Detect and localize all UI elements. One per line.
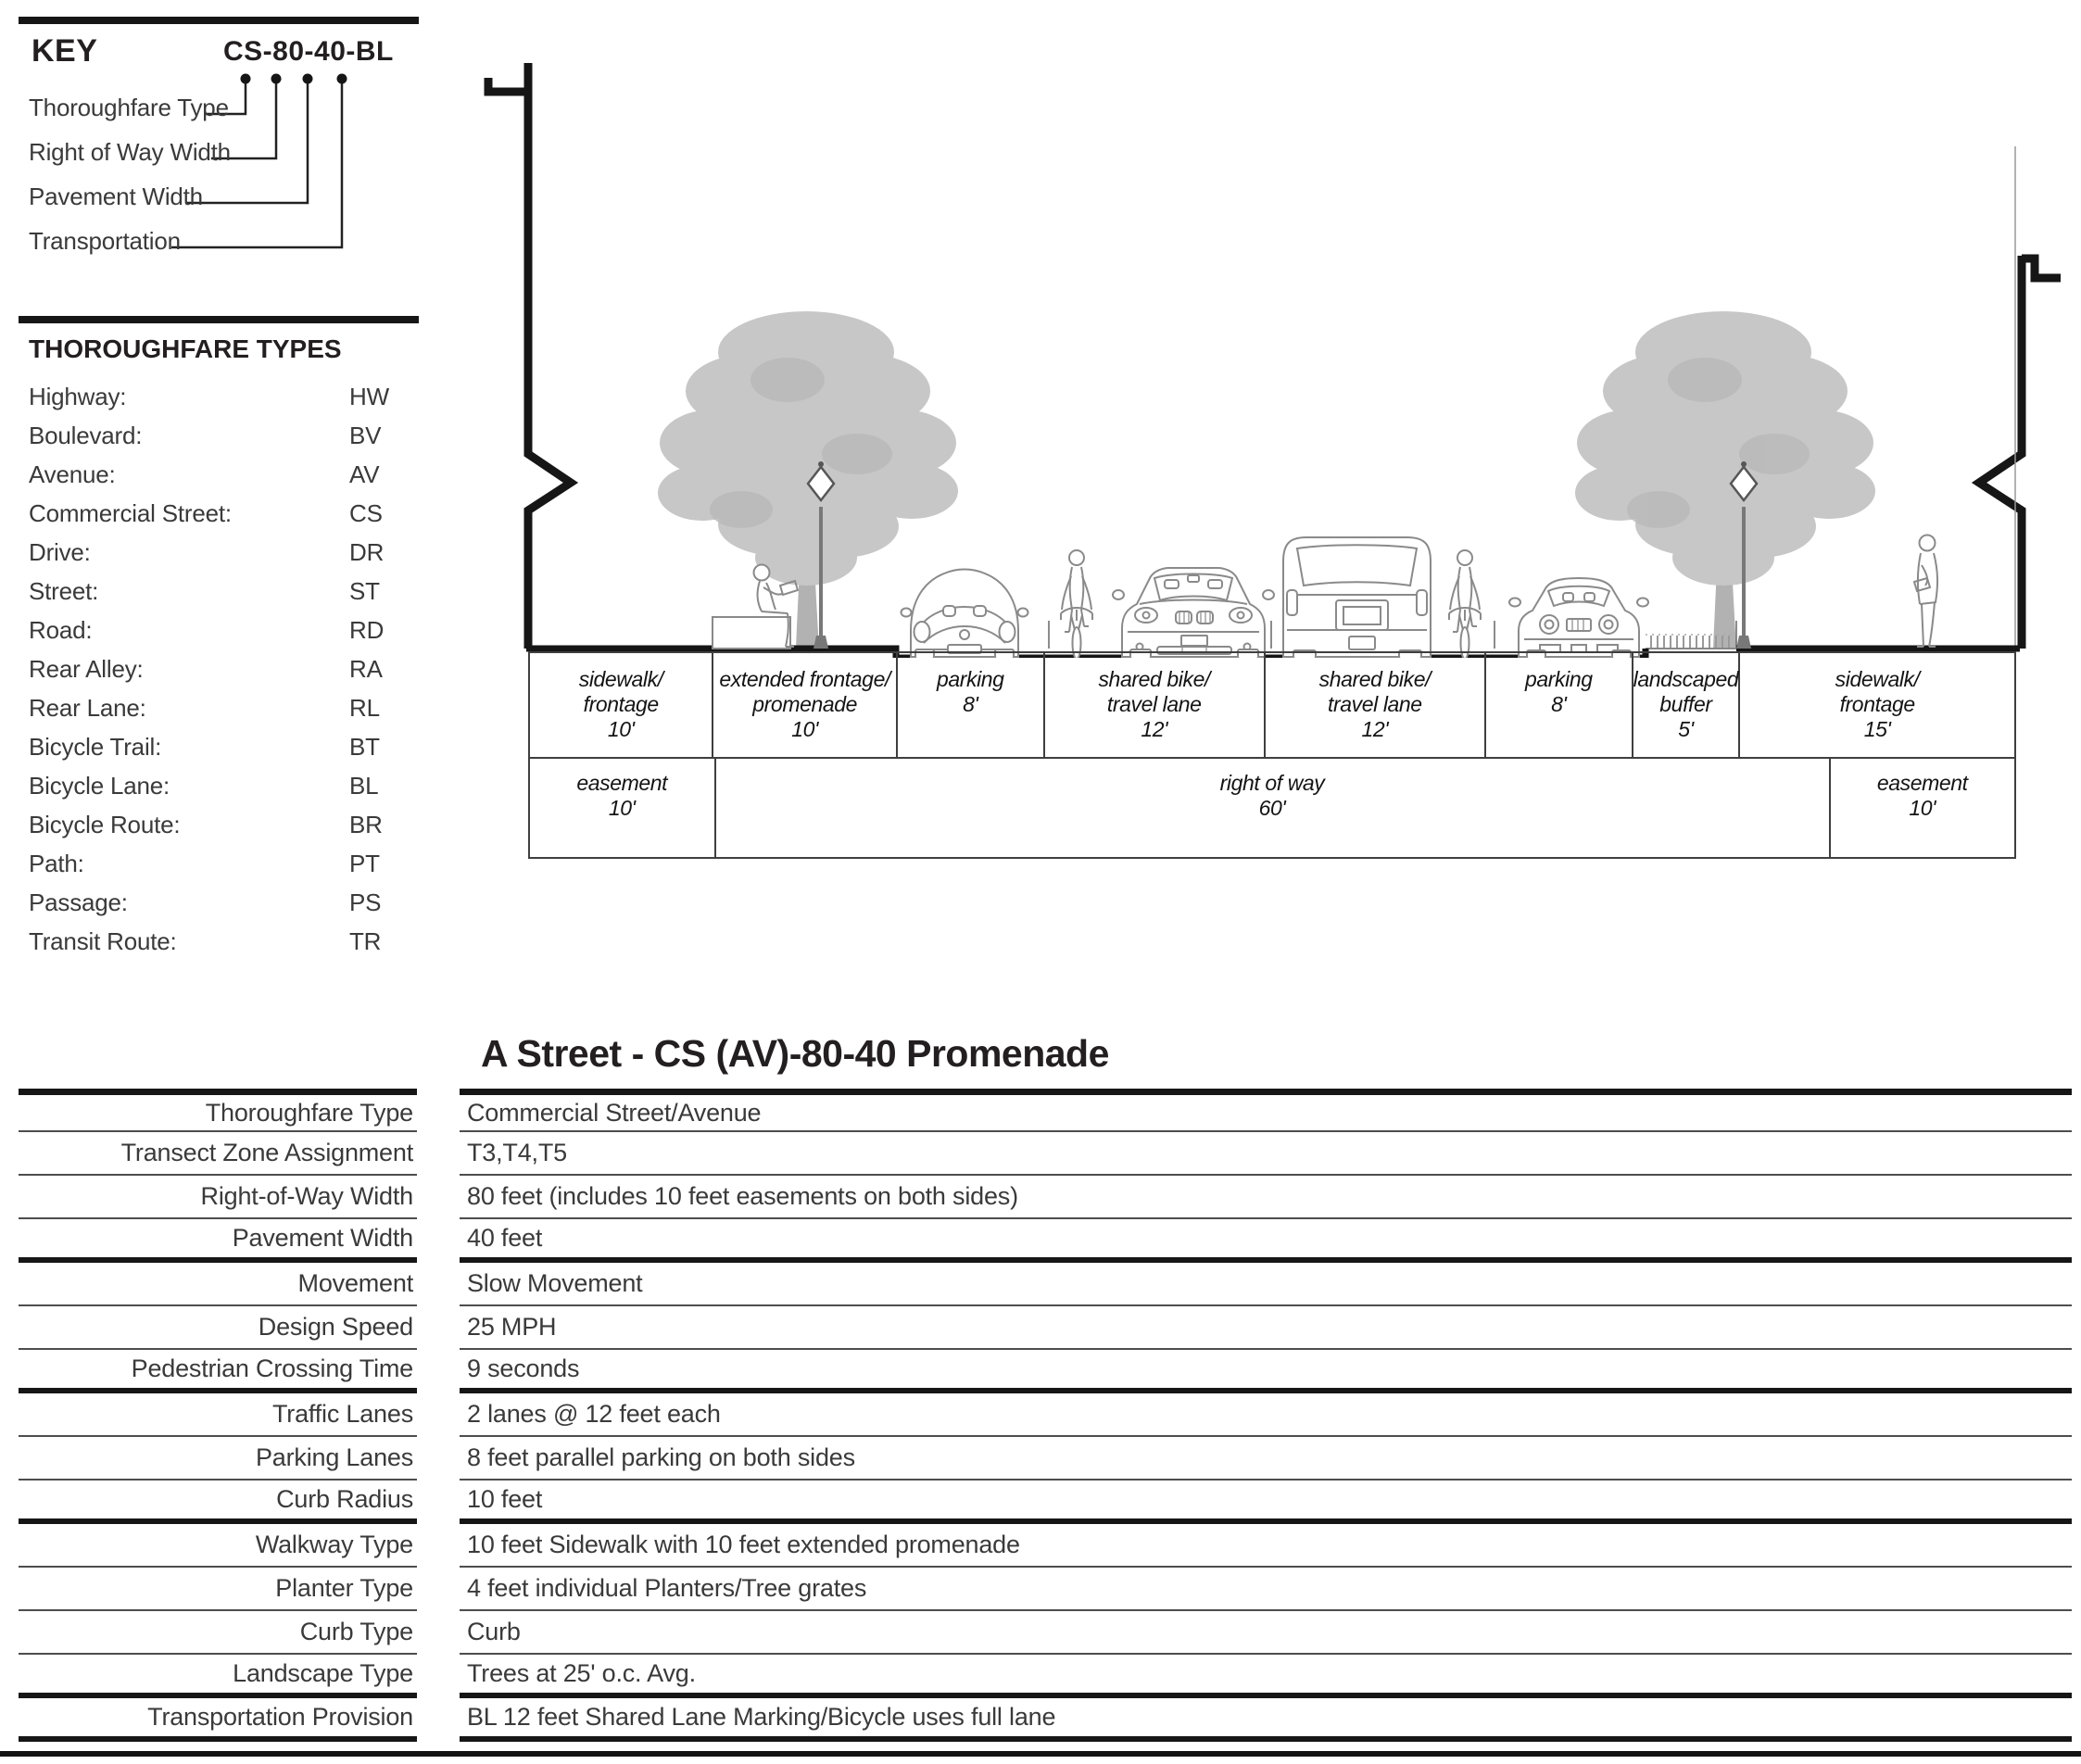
thoroughfare-type-code: BT bbox=[349, 733, 380, 761]
street-tree-icon bbox=[658, 311, 958, 649]
thoroughfare-type-name: Rear Alley: bbox=[29, 655, 144, 683]
key-entry-label: Right of Way Width bbox=[29, 138, 231, 166]
thoroughfare-type-name: Transit Route: bbox=[29, 927, 177, 955]
thoroughfare-type-code: RD bbox=[349, 616, 385, 644]
thoroughfare-type-name: Street: bbox=[29, 577, 99, 605]
thoroughfare-type-list bbox=[19, 383, 419, 966]
spec-row-label: Transportation Provision bbox=[19, 1698, 417, 1742]
zone-cell: right of way 60' bbox=[716, 759, 1831, 859]
lane-cell: sidewalk/ frontage 10' bbox=[530, 653, 713, 759]
thoroughfare-type-code: TR bbox=[349, 927, 382, 955]
spec-row-value: 2 lanes @ 12 feet each bbox=[460, 1393, 2072, 1437]
suv-icon bbox=[1283, 537, 1431, 658]
thoroughfare-type-code: PT bbox=[349, 850, 380, 877]
spec-row-label: Movement bbox=[19, 1263, 417, 1306]
thoroughfare-type-row bbox=[19, 811, 419, 850]
thoroughfare-type-row bbox=[19, 888, 419, 927]
spec-row-label: Pedestrian Crossing Time bbox=[19, 1350, 417, 1393]
thoroughfare-type-row bbox=[19, 733, 419, 772]
lane-cell: shared bike/ travel lane 12' bbox=[1266, 653, 1486, 759]
spec-row-label: Design Speed bbox=[19, 1306, 417, 1350]
page-title: A Street - CS (AV)-80-40 Promenade bbox=[481, 1032, 1109, 1075]
thoroughfare-types-block bbox=[19, 316, 419, 966]
spec-row bbox=[19, 1263, 2072, 1306]
thoroughfare-type-name: Bicycle Lane: bbox=[29, 772, 170, 800]
spec-row-value: Curb bbox=[460, 1611, 2072, 1655]
key-code: CS-80-40-BL bbox=[223, 36, 394, 67]
thoroughfare-type-row bbox=[19, 460, 419, 499]
lane-cell: parking 8' bbox=[1486, 653, 1633, 759]
spec-row-value: Commercial Street/Avenue bbox=[460, 1089, 2072, 1132]
spec-row bbox=[19, 1611, 2072, 1655]
spec-row-value: 8 feet parallel parking on both sides bbox=[460, 1437, 2072, 1480]
zone-dimension-row bbox=[528, 759, 2016, 859]
thoroughfare-type-row bbox=[19, 422, 419, 460]
spec-row-value: 9 seconds bbox=[460, 1350, 2072, 1393]
thoroughfare-type-name: Drive: bbox=[29, 538, 91, 566]
spec-row-label: Planter Type bbox=[19, 1568, 417, 1611]
lane-cell: parking 8' bbox=[898, 653, 1045, 759]
page-bottom-rule bbox=[0, 1751, 2081, 1757]
spec-row-value: Trees at 25' o.c. Avg. bbox=[460, 1655, 2072, 1698]
thoroughfare-type-name: Boulevard: bbox=[29, 422, 143, 449]
car-icon bbox=[1509, 578, 1648, 658]
thoroughfare-type-code: RA bbox=[349, 655, 383, 683]
spec-row bbox=[19, 1393, 2072, 1437]
thoroughfare-type-name: Highway: bbox=[29, 383, 127, 410]
thoroughfare-type-name: Road: bbox=[29, 616, 93, 644]
spec-row bbox=[19, 1655, 2072, 1698]
thoroughfare-type-row bbox=[19, 850, 419, 888]
spec-row-value: 10 feet Sidewalk with 10 feet extended promenade bbox=[460, 1524, 2072, 1568]
thoroughfare-type-name: Rear Lane: bbox=[29, 694, 146, 722]
zone-cell: easement 10' bbox=[1831, 759, 2017, 859]
zone-cell: easement 10' bbox=[530, 759, 716, 859]
spec-row-label: Thoroughfare Type bbox=[19, 1089, 417, 1132]
thoroughfare-type-name: Commercial Street: bbox=[29, 499, 232, 527]
spec-row-label: Traffic Lanes bbox=[19, 1393, 417, 1437]
key-entry-label: Pavement Width bbox=[29, 183, 203, 210]
thoroughfare-type-row bbox=[19, 694, 419, 733]
thoroughfare-type-name: Bicycle Route: bbox=[29, 811, 181, 838]
spec-table bbox=[19, 1089, 2072, 1742]
spec-row bbox=[19, 1524, 2072, 1568]
thoroughfare-type-row bbox=[19, 577, 419, 616]
lane-dimension-table bbox=[528, 651, 2016, 859]
spec-row bbox=[19, 1176, 2072, 1219]
key-heading: KEY bbox=[32, 33, 98, 69]
spec-row-label: Landscape Type bbox=[19, 1655, 417, 1698]
thoroughfare-type-code: CS bbox=[349, 499, 383, 527]
car-icon bbox=[1113, 568, 1274, 658]
lane-cell: landscaped buffer 5' bbox=[1633, 653, 1741, 759]
spec-row-label: Curb Type bbox=[19, 1611, 417, 1655]
spec-row-value: T3,T4,T5 bbox=[460, 1132, 2072, 1176]
spec-row-label: Pavement Width bbox=[19, 1219, 417, 1263]
key-entry-label: Thoroughfare Type bbox=[29, 94, 229, 121]
spec-row bbox=[19, 1089, 2072, 1132]
lane-cell: sidewalk/ frontage 15' bbox=[1740, 653, 2016, 759]
thoroughfare-type-code: BR bbox=[349, 811, 383, 838]
car-icon bbox=[902, 570, 1028, 659]
spec-row-value: 4 feet individual Planters/Tree grates bbox=[460, 1568, 2072, 1611]
spec-row-value: BL 12 feet Shared Lane Marking/Bicycle uses full lane bbox=[460, 1698, 2072, 1742]
lane-cell: shared bike/ travel lane 12' bbox=[1045, 653, 1266, 759]
thoroughfare-type-code: BL bbox=[349, 772, 379, 800]
divider bbox=[19, 316, 419, 323]
lane-cell: extended frontage/ promenade 10' bbox=[713, 653, 897, 759]
thoroughfare-type-code: RL bbox=[349, 694, 380, 722]
spec-row-value: 10 feet bbox=[460, 1480, 2072, 1524]
thoroughfare-type-code: DR bbox=[349, 538, 385, 566]
thoroughfare-type-name: Path: bbox=[29, 850, 84, 877]
thoroughfare-type-code: BV bbox=[349, 422, 382, 449]
spec-row bbox=[19, 1437, 2072, 1480]
spec-row-label: Curb Radius bbox=[19, 1480, 417, 1524]
spec-row bbox=[19, 1480, 2072, 1524]
spec-row-value: 40 feet bbox=[460, 1219, 2072, 1263]
landscaped-buffer-hatch bbox=[1646, 635, 1736, 649]
spec-row bbox=[19, 1350, 2072, 1393]
cyclist-icon bbox=[1449, 550, 1481, 658]
street-tree-icon bbox=[1575, 311, 1875, 649]
spec-row-label: Transect Zone Assignment bbox=[19, 1132, 417, 1176]
spec-row-value: 80 feet (includes 10 feet easements on both sides) bbox=[460, 1176, 2072, 1219]
lane-dimension-row bbox=[528, 651, 2016, 759]
spec-row bbox=[19, 1306, 2072, 1350]
thoroughfare-type-name: Bicycle Trail: bbox=[29, 733, 162, 761]
spec-row bbox=[19, 1568, 2072, 1611]
spec-row-value: 25 MPH bbox=[460, 1306, 2072, 1350]
left-building-wall bbox=[488, 63, 571, 649]
thoroughfare-type-row bbox=[19, 655, 419, 694]
cyclist-icon bbox=[1061, 550, 1092, 658]
spec-row bbox=[19, 1698, 2072, 1742]
right-building-wall bbox=[1979, 256, 2061, 649]
key-entry-label: Transportation bbox=[29, 227, 181, 255]
thoroughfare-types-heading: THOROUGHFARE TYPES bbox=[29, 334, 342, 363]
spec-row-label: Right-of-Way Width bbox=[19, 1176, 417, 1219]
thoroughfare-type-row bbox=[19, 772, 419, 811]
thoroughfare-type-row bbox=[19, 616, 419, 655]
spec-row-value: Slow Movement bbox=[460, 1263, 2072, 1306]
street-cross-section-figure bbox=[435, 28, 2081, 658]
spec-row-label: Walkway Type bbox=[19, 1524, 417, 1568]
thoroughfare-type-name: Passage: bbox=[29, 888, 128, 916]
bench-icon bbox=[713, 617, 790, 649]
spec-row bbox=[19, 1219, 2072, 1263]
thoroughfare-type-code: PS bbox=[349, 888, 382, 916]
spec-row-label: Parking Lanes bbox=[19, 1437, 417, 1480]
thoroughfare-type-name: Avenue: bbox=[29, 460, 116, 488]
thoroughfare-type-row bbox=[19, 383, 419, 422]
thoroughfare-type-row bbox=[19, 499, 419, 538]
spec-row bbox=[19, 1132, 2072, 1176]
thoroughfare-type-code: HW bbox=[349, 383, 389, 410]
thoroughfare-type-code: ST bbox=[349, 577, 380, 605]
thoroughfare-type-row bbox=[19, 538, 419, 577]
thoroughfare-type-code: AV bbox=[349, 460, 380, 488]
thoroughfare-type-row bbox=[19, 927, 419, 966]
key-block bbox=[19, 9, 419, 315]
pedestrian-icon bbox=[1914, 536, 1937, 648]
